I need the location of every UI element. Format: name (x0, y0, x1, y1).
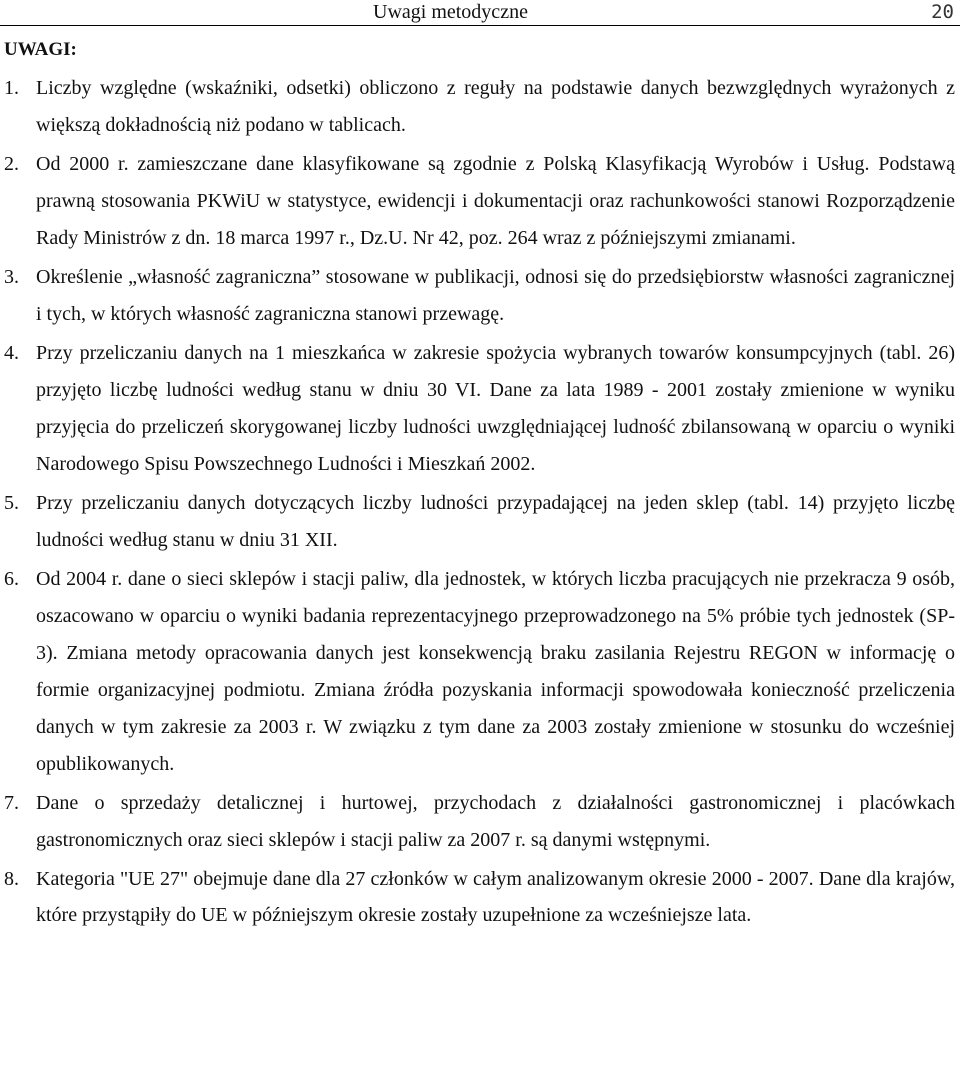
note-number: 7. (4, 792, 19, 814)
note-text: Przy przeliczaniu danych na 1 mieszkańca w zakresie spożycia wybranych towarów konsumpcyjnych (tabl. 26) przyjęto liczbę ludności według stanu w dniu 30 VI. Dane za lata 1989 - 2001 zostały zmienione w wyniku przyjęcia do przeliczeń skorygowanej liczby ludności uwzględniającej ludność zbilansowaną w oparciu o wyniki Narodowego Spisu Powszechnego Ludności i Mieszkań 2002. (36, 342, 955, 475)
methodological-notes-list (0, 70, 955, 933)
note-item-7 (0, 785, 955, 859)
notes-heading: UWAGI: (4, 39, 77, 60)
note-item-4 (0, 335, 955, 483)
document-content (0, 36, 955, 935)
page-header (0, 0, 960, 26)
note-text: Przy przeliczaniu danych dotyczących liczby ludności przypadającej na jeden sklep (tabl. 14) przyjęto liczbę ludności według stanu w dniu 31 XII. (36, 492, 955, 551)
header-divider (0, 25, 960, 26)
note-number: 8. (4, 868, 19, 890)
note-item-8 (0, 861, 955, 933)
note-item-1 (0, 70, 955, 144)
note-number: 5. (4, 492, 19, 514)
note-number: 6. (4, 568, 19, 590)
note-item-3 (0, 259, 955, 333)
note-text: Dane o sprzedaży detalicznej i hurtowej, przychodach z działalności gastronomicznej i placówkach gastronomicznych oraz sieci sklepów i stacji paliw za 2007 r. są danymi wstępnymi. (36, 792, 955, 851)
note-text: Od 2004 r. dane o sieci sklepów i stacji paliw, dla jednostek, w których liczba pracujących nie przekracza 9 osób, oszacowano w oparciu o wyniki badania reprezentacyjnego przeprowadzonego na 5% próbie tych jednostek (SP-3). Zmiana metody opracowania danych jest konsekwencją braku zasilania Rejestru REGON w informację o formie organizacyjnej podmiotu. Zmiana źródła pozyskania informacji spowodowała konieczność przeliczenia danych w tym zakresie za 2003 r. W związku z tym dane za 2003 zostały zmienione w stosunku do wcześniej opublikowanych. (36, 568, 955, 775)
header-title: Uwagi metodyczne (373, 1, 528, 23)
note-item-6 (0, 561, 955, 783)
note-number: 4. (4, 342, 19, 364)
note-number: 1. (4, 77, 19, 99)
page-number: 20 (931, 1, 954, 23)
note-text: Liczby względne (wskaźniki, odsetki) obliczono z reguły na podstawie danych bezwzględnych wyrażonych z większą dokładnością niż podano w tablicach. (36, 77, 955, 136)
note-item-2 (0, 146, 955, 257)
note-number: 2. (4, 153, 19, 175)
note-text: Od 2000 r. zamieszczane dane klasyfikowane są zgodnie z Polską Klasyfikacją Wyrobów i Usług. Podstawą prawną stosowania PKWiU w statystyce, ewidencji i dokumentacji oraz rachunkowości stanowi Rozporządzenie Rady Ministrów z dn. 18 marca 1997 r., Dz.U. Nr 42, poz. 264 wraz z późniejszymi zmianami. (36, 153, 955, 249)
note-text: Określenie „własność zagraniczna” stosowane w publikacji, odnosi się do przedsiębiorstw własności zagranicznej i tych, w których własność zagraniczna stanowi przewagę. (36, 266, 955, 325)
note-text: Kategoria "UE 27" obejmuje dane dla 27 członków w całym analizowanym okresie 2000 - 2007. Dane dla krajów, które przystąpiły do UE w późniejszym okresie zostały uzupełnione za wcześniejsze lata. (36, 868, 955, 926)
note-number: 3. (4, 266, 19, 288)
note-item-5 (0, 485, 955, 559)
